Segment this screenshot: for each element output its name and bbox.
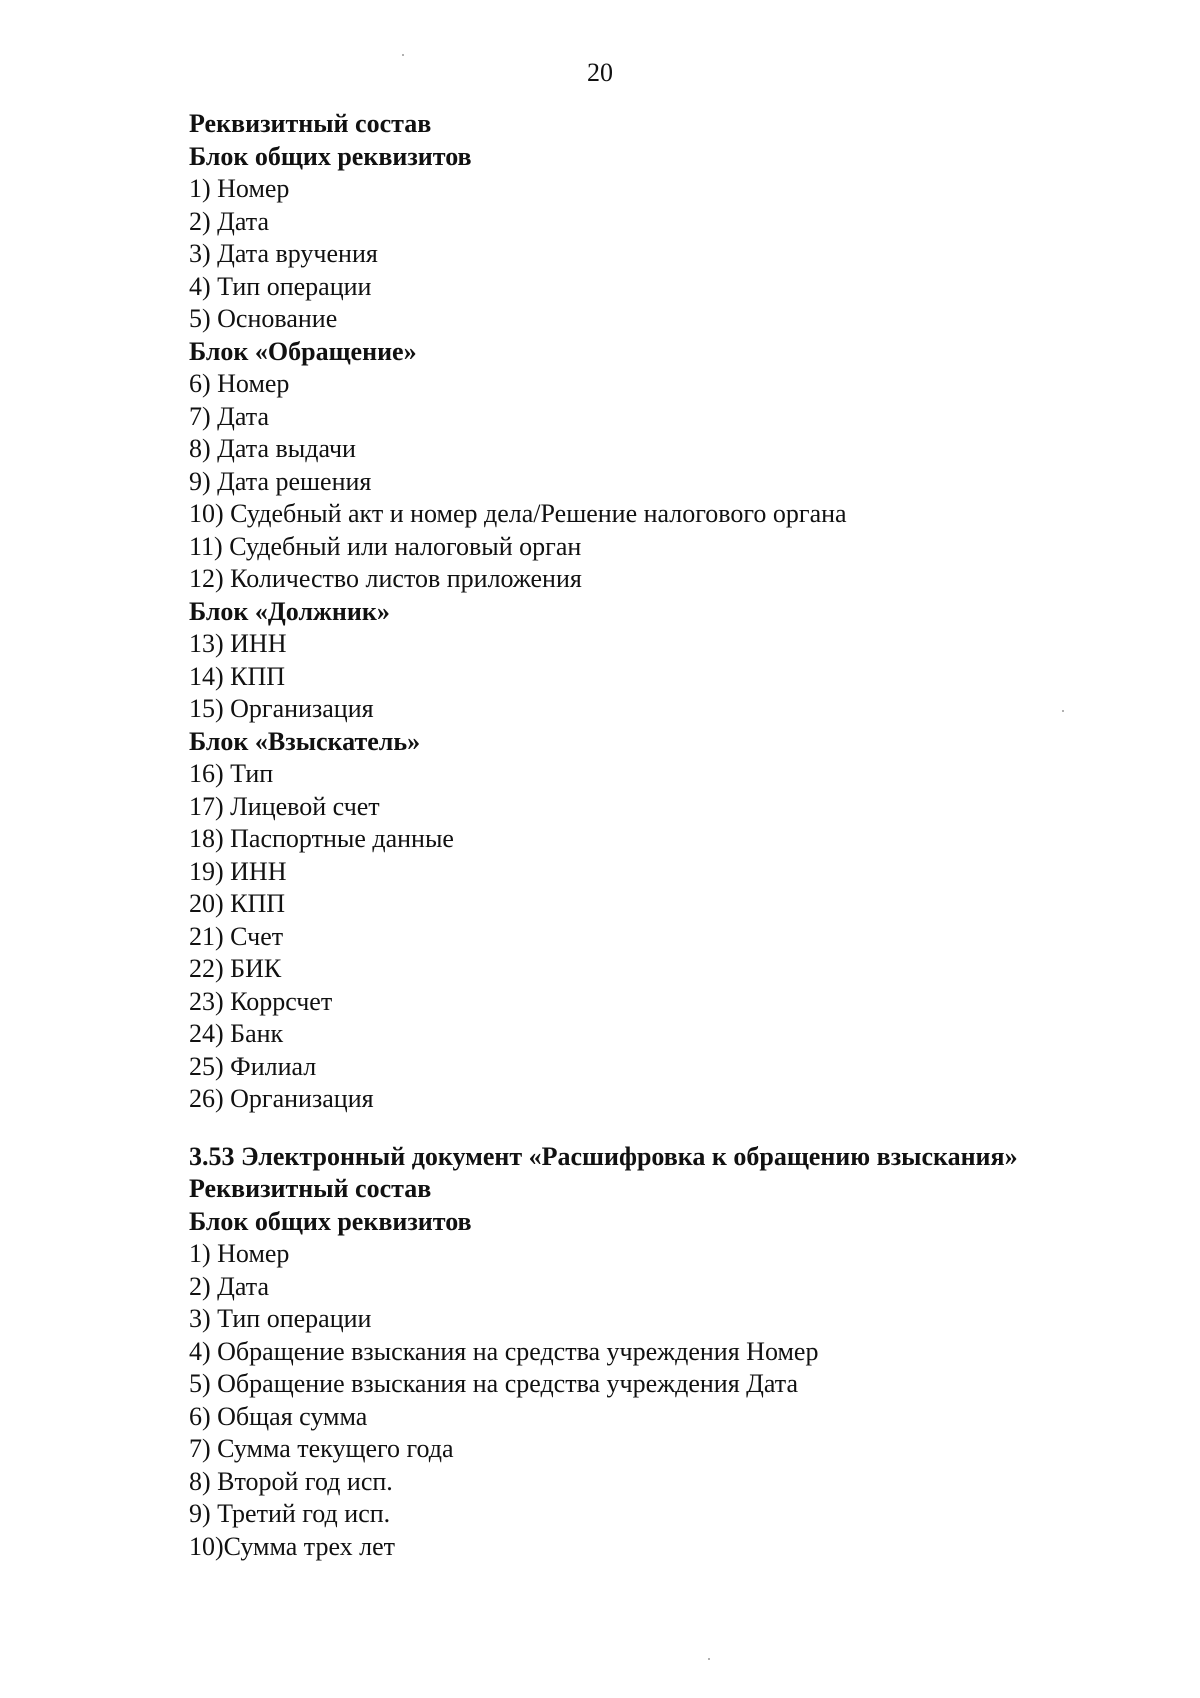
list-item: 7) Дата bbox=[189, 401, 269, 431]
scan-speck bbox=[402, 54, 404, 56]
scan-speck bbox=[708, 1658, 710, 1660]
debtor-requisites-list bbox=[189, 628, 1149, 726]
list-item: 13) ИНН bbox=[189, 629, 287, 658]
block-title-general: Блок общих реквизитов bbox=[189, 1206, 472, 1236]
list-item: 23) Коррсчет bbox=[189, 986, 333, 1016]
list-item: 7) Сумма текущего года bbox=[189, 1434, 454, 1463]
block-title-debtor: Блок «Должник» bbox=[189, 596, 390, 626]
list-item: 3) Тип операции bbox=[189, 1304, 372, 1333]
list-item: 25) Филиал bbox=[189, 1051, 317, 1081]
block-title-general: Блок общих реквизитов bbox=[189, 141, 472, 171]
list-item: 26) Организация bbox=[189, 1084, 374, 1113]
list-item: 14) КПП bbox=[189, 661, 286, 691]
list-item: 1) Номер bbox=[189, 174, 290, 203]
list-item: 2) Дата bbox=[189, 1271, 269, 1301]
document-body bbox=[189, 108, 1149, 1563]
list-item: 10)Сумма трех лет bbox=[189, 1531, 396, 1561]
section-title: 3.53 Электронный документ «Расшифровка к обращению взыскания» bbox=[189, 1141, 1018, 1171]
general-requisites-list bbox=[189, 173, 1149, 336]
list-item: 9) Третий год исп. bbox=[189, 1499, 391, 1528]
list-item: 21) Счет bbox=[189, 921, 284, 951]
list-item: 9) Дата решения bbox=[189, 466, 372, 496]
list-item: 20) КПП bbox=[189, 889, 286, 918]
section-spacer bbox=[189, 1116, 1149, 1141]
list-item: 22) БИК bbox=[189, 954, 282, 983]
list-item: 4) Обращение взыскания на средства учреждения Номер bbox=[189, 1336, 819, 1366]
list-item: 8) Второй год исп. bbox=[189, 1466, 393, 1496]
claimant-requisites-list bbox=[189, 758, 1149, 1116]
list-item: 19) ИНН bbox=[189, 856, 287, 886]
list-item: 17) Лицевой счет bbox=[189, 791, 380, 821]
list-item: 6) Общая сумма bbox=[189, 1401, 368, 1431]
section-requisites bbox=[189, 108, 1149, 1116]
list-item: 2) Дата bbox=[189, 206, 269, 236]
list-item: 16) Тип bbox=[189, 759, 274, 788]
list-item: 10) Судебный акт и номер дела/Решение налогового органа bbox=[189, 499, 847, 528]
section-3-53 bbox=[189, 1141, 1149, 1564]
list-item: 6) Номер bbox=[189, 369, 290, 398]
list-item: 18) Паспортные данные bbox=[189, 824, 454, 853]
page-number: 20 bbox=[587, 58, 613, 87]
list-item: 8) Дата выдачи bbox=[189, 434, 356, 463]
list-item: 3) Дата вручения bbox=[189, 239, 378, 268]
list-item: 4) Тип операции bbox=[189, 271, 372, 301]
list-item: 11) Судебный или налоговый орган bbox=[189, 531, 582, 561]
list-item: 5) Обращение взыскания на средства учреждения Дата bbox=[189, 1369, 799, 1398]
block-title-claimant: Блок «Взыскатель» bbox=[189, 726, 421, 756]
block-title-appeal: Блок «Обращение» bbox=[189, 336, 417, 366]
general-requisites-list bbox=[189, 1238, 1149, 1563]
appeal-requisites-list bbox=[189, 368, 1149, 596]
list-item: 1) Номер bbox=[189, 1239, 290, 1268]
list-item: 15) Организация bbox=[189, 694, 374, 723]
composition-heading: Реквизитный состав bbox=[189, 109, 432, 138]
list-item: 24) Банк bbox=[189, 1019, 284, 1048]
composition-heading: Реквизитный состав bbox=[189, 1174, 432, 1203]
list-item: 5) Основание bbox=[189, 304, 338, 333]
list-item: 12) Количество листов приложения bbox=[189, 564, 582, 593]
